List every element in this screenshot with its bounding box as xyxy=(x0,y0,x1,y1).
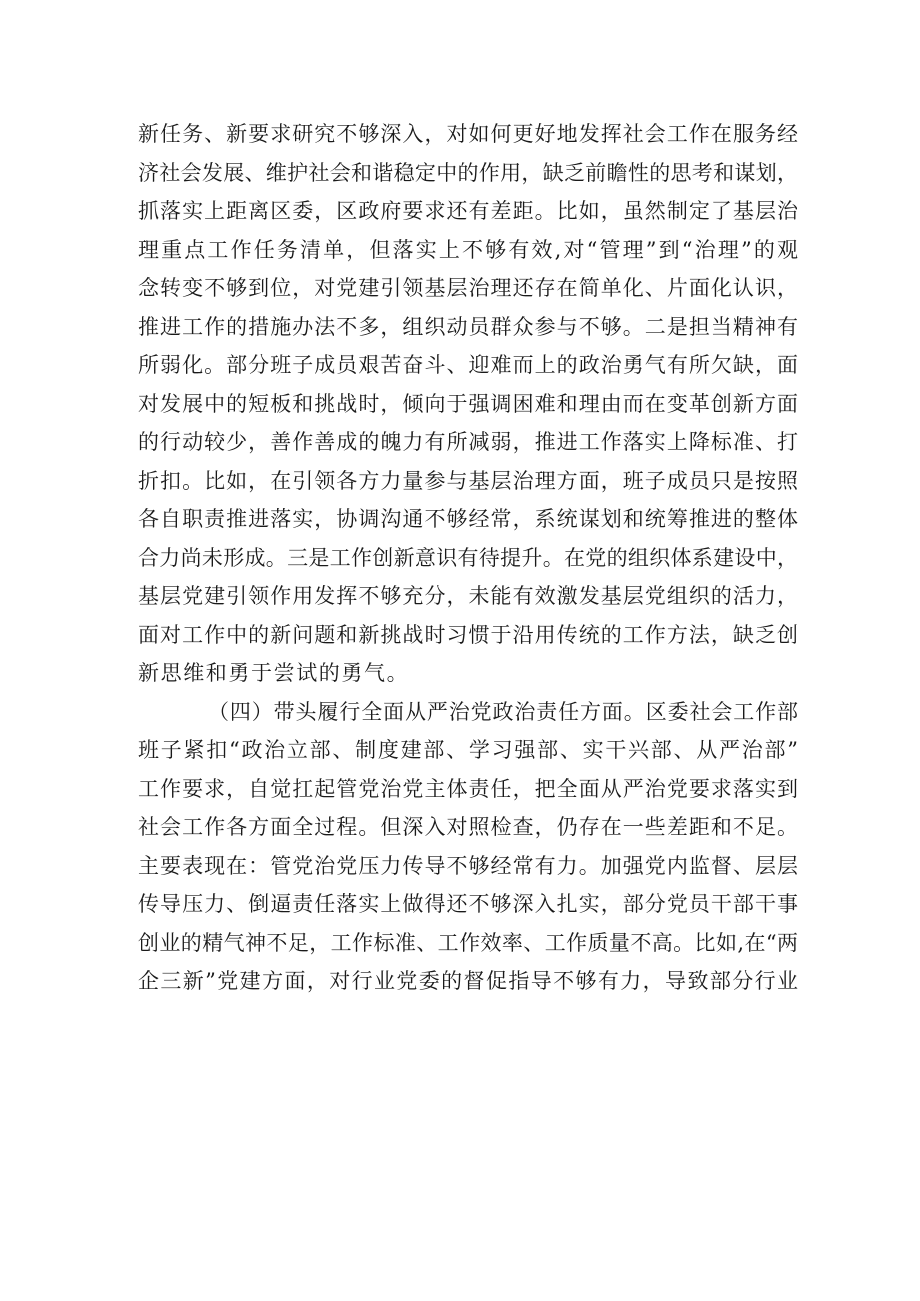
text-line: 的行动较少，善作善成的魄力有所减弱，推进工作落实上降标准、打 xyxy=(138,430,798,454)
text-line: 念转变不够到位，对党建引领基层治理还存在简单化、片面化认识， xyxy=(138,276,798,300)
text-line: 济社会发展、维护社会和谐稳定中的作用，缺乏前瞻性的思考和谋划， xyxy=(138,160,798,185)
text-line: 抓落实上距离区委，区政府要求还有差距。比如，虽然制定了基层治 xyxy=(138,199,798,223)
text-line: 各自职责推进落实，协调沟通不够经常，系统谋划和统筹推进的整体 xyxy=(138,507,798,531)
text-line: 社会工作各方面全过程。但深入对照检查，仍存在一些差距和不足。 xyxy=(138,815,798,839)
text-line: 班子紧扣“政治立部、制度建部、学习强部、实干兴部、从严治部” xyxy=(138,738,798,762)
text-line: 合力尚未形成。三是工作创新意识有待提升。在党的组织体系建设中， xyxy=(138,545,798,570)
text-line: 折扣。比如，在引领各方力量参与基层治理方面，班子成员只是按照 xyxy=(138,468,798,493)
text-line: 工作要求，自觉扛起管党治党主体责任，把全面从严治党要求落实到 xyxy=(138,776,798,801)
text-line: 理重点工作任务清单，但落实上不够有效,对“管理”到“治理”的观 xyxy=(138,237,798,262)
text-line: 基层党建引领作用发挥不够充分，未能有效激发基层党组织的活力， xyxy=(138,584,798,608)
text-line: 创业的精气神不足，工作标准、工作效率、工作质量不高。比如,在“两 xyxy=(138,930,798,955)
text-line: 主要表现在：管党治党压力传导不够经常有力。加强党内监督、层层 xyxy=(138,853,798,878)
text-line: 所弱化。部分班子成员艰苦奋斗、迎难而上的政治勇气有所欠缺，面 xyxy=(138,353,798,377)
text-line: 企三新”党建方面，对行业党委的督促指导不够有力，导致部分行业 xyxy=(138,969,798,993)
section-heading-line: （四）带头履行全面从严治党政治责任方面。区委社会工作部 xyxy=(208,699,798,724)
body-text xyxy=(138,115,798,1001)
text-line: 推进工作的措施办法不多，组织动员群众参与不够。二是担当精神有 xyxy=(138,314,798,339)
text-line: 新任务、新要求研究不够深入，对如何更好地发挥社会工作在服务经 xyxy=(138,122,798,146)
text-line: 新思维和勇于尝试的勇气。 xyxy=(138,661,410,685)
text-line: 对发展中的短板和挑战时，倾向于强调困难和理由而在变革创新方面 xyxy=(138,391,798,416)
text-line: 面对工作中的新问题和新挑战时习惯于沿用传统的工作方法，缺乏创 xyxy=(138,622,798,647)
text-line: 传导压力、倒逼责任落实上做得还不够深入扎实，部分党员干部干事 xyxy=(138,892,798,916)
